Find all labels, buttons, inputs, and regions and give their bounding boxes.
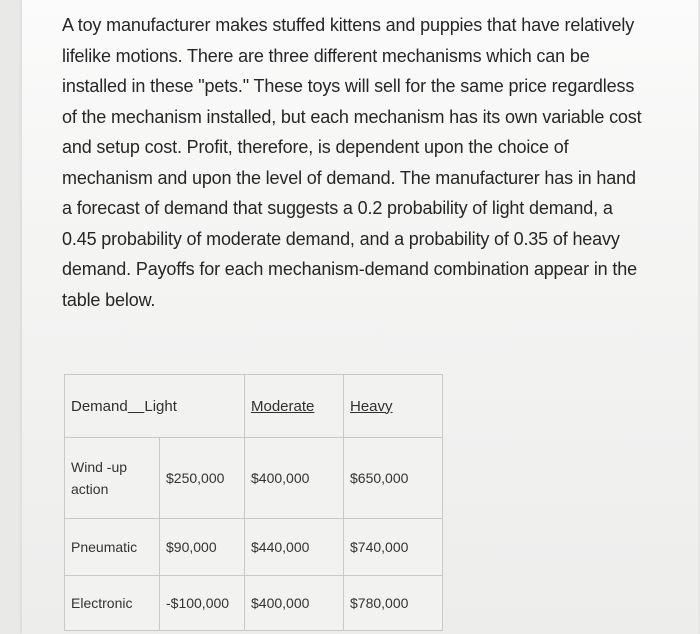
problem-line: lifelike motions. There are three different mechanisms which can be (62, 45, 590, 66)
table-header-row (65, 375, 443, 438)
problem-text (62, 10, 700, 315)
problem-line: of the mechanism installed, but each mechanism has its own variable cost (62, 106, 642, 127)
problem-line: installed in these "pets." These toys will sell for the same price regardless (62, 76, 635, 96)
cell-light: $90,000 (160, 519, 245, 576)
cell-heavy: $740,000 (344, 519, 443, 576)
table-row (65, 519, 443, 576)
cell-light: $250,000 (160, 438, 245, 519)
problem-line: mechanism and upon the level of demand. The manufacturer has in hand (62, 167, 636, 188)
row-label-electronic: Electronic (65, 576, 160, 631)
problem-line: and setup cost. Profit, therefore, is dependent upon the choice of (62, 137, 569, 157)
header-light: Light (144, 397, 177, 415)
header-moderate: Moderate (245, 375, 344, 438)
row-label-wind-up: Wind -up action (65, 438, 160, 519)
cell-moderate: $440,000 (245, 519, 344, 576)
table-row (65, 438, 443, 519)
cell-moderate: $400,000 (245, 576, 344, 631)
problem-line: A toy manufacturer makes stuffed kittens and puppies that have relatively (62, 15, 635, 35)
cell-heavy: $650,000 (344, 438, 443, 519)
problem-line: 0.45 probability of moderate demand, and a probability of 0.35 of heavy (62, 228, 620, 249)
problem-line: demand. Payoffs for each mechanism-demand combination appear in the (62, 259, 637, 279)
problem-line: table below. (62, 289, 156, 310)
table-row (65, 576, 443, 631)
cell-light: -$100,000 (160, 576, 245, 631)
payoff-table (64, 374, 443, 631)
row-label-pneumatic: Pneumatic (65, 519, 160, 576)
cell-heavy: $780,000 (344, 576, 443, 631)
problem-line: a forecast of demand that suggests a 0.2 probability of light demand, a (62, 198, 613, 218)
cell-moderate: $400,000 (245, 438, 344, 519)
header-demand: Demand (71, 397, 128, 415)
header-cell-demand-light (65, 375, 245, 438)
header-heavy: Heavy (344, 375, 443, 438)
